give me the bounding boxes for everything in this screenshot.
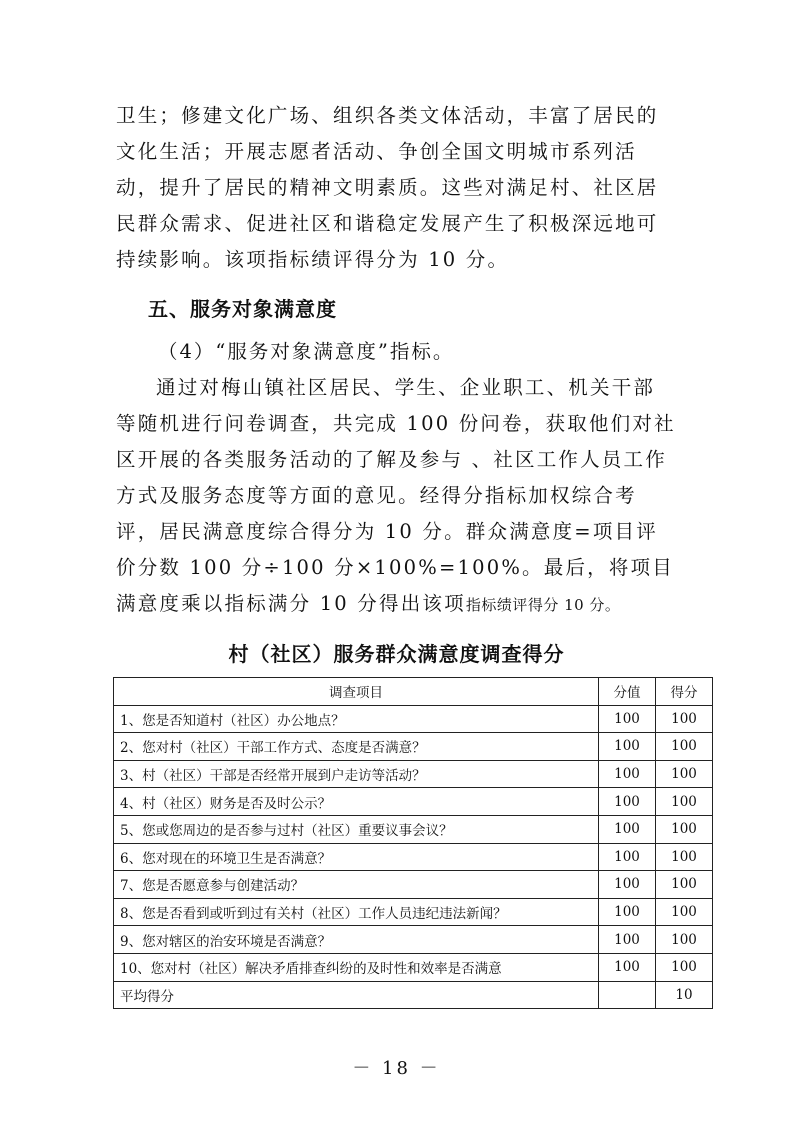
- row-score-value: 100: [599, 733, 656, 761]
- row-score-obtained: 100: [656, 871, 713, 899]
- row-score-value: 100: [599, 871, 656, 899]
- table-row: [114, 843, 713, 871]
- row-score-obtained: 100: [656, 788, 713, 816]
- table-row: [114, 898, 713, 926]
- table-row: [114, 926, 713, 954]
- row-score-value: 100: [599, 705, 656, 733]
- header-item: 调查项目: [114, 678, 599, 706]
- row-score-value: 100: [599, 898, 656, 926]
- average-score-value: [599, 981, 656, 1009]
- paragraph-survey-tail: 指标绩评得分 10 分。: [465, 596, 621, 614]
- row-score-obtained: 100: [656, 898, 713, 926]
- row-score-value: 100: [599, 815, 656, 843]
- paragraph-sanitation-culture: 卫生；修建文化广场、组织各类文体活动，丰富了居民的文化生活；开展志愿者活动、争创全国文明城市系列活动，提升了居民的精神文明素质。这些对满足村、社区居民群众需求、促进社区和谐稳定发展产生了积极深远地可持续影响。该项指标绩评得分为 10 分。: [116, 104, 659, 271]
- row-score-obtained: 100: [656, 815, 713, 843]
- row-score-value: 100: [599, 926, 656, 954]
- row-score-obtained: 100: [656, 843, 713, 871]
- section-heading-satisfaction: 五、服务对象满意度: [148, 297, 337, 321]
- row-question: 7、您是否愿意参与创建活动？: [114, 871, 599, 899]
- paragraph-survey-main: 通过对梅山镇社区居民、学生、企业职工、机关干部等随机进行问卷调查，共完成 100 份问卷，获取他们对社区开展的各类服务活动的了解及参与 、社区工作人员工作方式及服务态度等方面的意见。经得分指标加权综合考评，居民满意度综合得分为 10 分。群众满意度=项目评价分数 100 分÷100 分×100%=100%。最后，将项目满意度乘以指标满分 10 分得出该项: [116, 376, 676, 615]
- table-row: [114, 815, 713, 843]
- row-score-obtained: 100: [656, 926, 713, 954]
- table-row: [114, 871, 713, 899]
- row-question: 8、您是否看到或听到过有关村（社区）工作人员违纪违法新闻？: [114, 898, 599, 926]
- row-score-value: 100: [599, 843, 656, 871]
- table-row: [114, 705, 713, 733]
- row-score-value: 100: [599, 953, 656, 981]
- row-question: 3、村（社区）干部是否经常开展到户走访等活动？: [114, 760, 599, 788]
- row-score-value: 100: [599, 788, 656, 816]
- indicator-heading: （4）“服务对象满意度”指标。: [158, 340, 455, 363]
- row-question: 1、您是否知道村（社区）办公地点？: [114, 705, 599, 733]
- row-score-obtained: 100: [656, 705, 713, 733]
- row-question: 2、您对村（社区）干部工作方式、态度是否满意？: [114, 733, 599, 761]
- table-row: [114, 788, 713, 816]
- table-header-row: [114, 678, 713, 706]
- row-question: 4、村（社区）财务是否及时公示？: [114, 788, 599, 816]
- table-title: 村（社区）服务群众满意度调查得分: [228, 642, 565, 666]
- average-score-obtained: 10: [656, 981, 713, 1009]
- table-row: [114, 760, 713, 788]
- paragraph-survey: [116, 370, 676, 623]
- row-score-obtained: 100: [656, 760, 713, 788]
- row-question: 9、您对辖区的治安环境是否满意？: [114, 926, 599, 954]
- page-number: － 18 －: [352, 1058, 441, 1079]
- row-score-value: 100: [599, 760, 656, 788]
- row-score-obtained: 100: [656, 733, 713, 761]
- satisfaction-table: [113, 677, 713, 1009]
- table-average-row: [114, 981, 713, 1009]
- row-score-obtained: 100: [656, 953, 713, 981]
- table-row: [114, 733, 713, 761]
- header-score-obtained: 得分: [656, 678, 713, 706]
- average-label: 平均得分: [114, 981, 599, 1009]
- header-score-value: 分值: [599, 678, 656, 706]
- row-question: 10、您对村（社区）解决矛盾排查纠纷的及时性和效率是否满意: [114, 953, 599, 981]
- row-question: 6、您对现在的环境卫生是否满意？: [114, 843, 599, 871]
- table-row: [114, 953, 713, 981]
- row-question: 5、您或您周边的是否参与过村（社区）重要议事会议？: [114, 815, 599, 843]
